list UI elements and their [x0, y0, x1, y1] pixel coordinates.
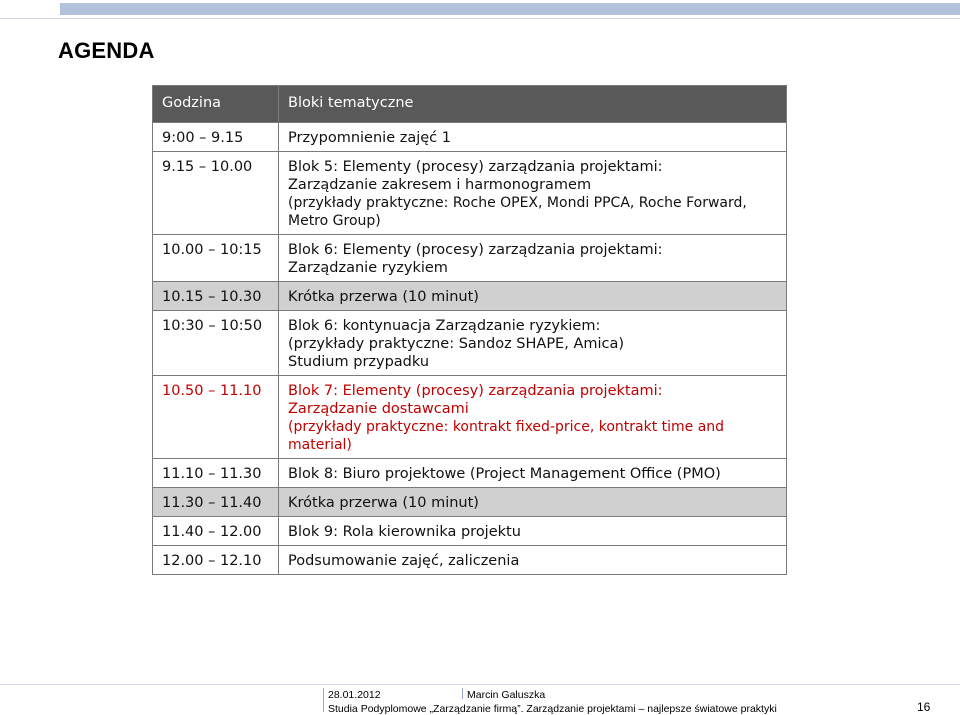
time-cell: 12.00 – 12.10 — [153, 546, 279, 575]
footer-separator — [462, 688, 463, 699]
topic-line: Blok 9: Rola kierownika projektu — [288, 524, 521, 540]
topic-line: Krótka przerwa (10 minut) — [288, 495, 479, 511]
footer-course: Studia Podyplomowe „Zarządzanie firmą”. Zarządzanie projektami – najlepsze światowe praktyki — [328, 703, 777, 715]
table-row — [153, 235, 787, 282]
table-row — [153, 546, 787, 575]
topic-cell — [279, 376, 787, 459]
page-number: 16 — [917, 700, 931, 714]
topic-line: (przykłady praktyczne: Roche OPEX, Mondi PPCA, Roche Forward, — [288, 195, 747, 211]
footer-date: 28.01.2012 — [328, 689, 381, 701]
topic-cell — [279, 235, 787, 282]
topic-cell — [279, 488, 787, 517]
table-row — [153, 517, 787, 546]
top-divider — [0, 18, 960, 19]
time-cell: 11.10 – 11.30 — [153, 459, 279, 488]
table-row — [153, 123, 787, 152]
topic-line: Metro Group) — [288, 213, 381, 229]
header-blocks: Bloki tematyczne — [279, 86, 787, 123]
topic-cell — [279, 123, 787, 152]
top-accent-bar — [60, 3, 960, 15]
topic-line: Zarządzanie ryzykiem — [288, 260, 448, 276]
footer-author: Marcin Galuszka — [467, 689, 546, 701]
topic-cell — [279, 311, 787, 376]
topic-line: Zarządzanie dostawcami — [288, 401, 469, 417]
topic-line: (przykłady praktyczne: kontrakt fixed-price, kontrakt time and material) — [288, 419, 725, 453]
topic-line: Krótka przerwa (10 minut) — [288, 289, 479, 305]
topic-cell — [279, 517, 787, 546]
table-row — [153, 152, 787, 235]
time-cell: 11.40 – 12.00 — [153, 517, 279, 546]
table-row — [153, 376, 787, 459]
topic-line: Zarządzanie zakresem i harmonogramem — [288, 177, 592, 193]
topic-line: Blok 6: kontynuacja Zarządzanie ryzykiem: — [288, 318, 601, 334]
header-time: Godzina — [153, 86, 279, 123]
table-row-break — [153, 488, 787, 517]
topic-cell — [279, 546, 787, 575]
time-cell: 10.00 – 10:15 — [153, 235, 279, 282]
time-cell: 10:30 – 10:50 — [153, 311, 279, 376]
time-cell: 10.15 – 10.30 — [153, 282, 279, 311]
topic-line: (przykłady praktyczne: Sandoz SHAPE, Amica) — [288, 336, 625, 352]
topic-cell — [279, 152, 787, 235]
topic-line: Podsumowanie zajęć, zaliczenia — [288, 553, 520, 569]
topic-line: Blok 8: Biuro projektowe (Project Management Office (PMO) — [288, 466, 721, 482]
time-cell: 10.50 – 11.10 — [153, 376, 279, 459]
footer-separator — [323, 688, 324, 712]
table-row-break — [153, 282, 787, 311]
table-header-row — [153, 86, 787, 123]
time-cell: 9:00 – 9.15 — [153, 123, 279, 152]
topic-line: Blok 6: Elementy (procesy) zarządzania projektami: — [288, 242, 663, 258]
agenda-table — [152, 85, 787, 575]
topic-line: Blok 5: Elementy (procesy) zarządzania projektami: — [288, 159, 663, 175]
slide-title: AGENDA — [58, 38, 155, 63]
topic-cell — [279, 282, 787, 311]
time-cell: 9.15 – 10.00 — [153, 152, 279, 235]
topic-line: Przypomnienie zajęć 1 — [288, 130, 451, 146]
time-cell: 11.30 – 11.40 — [153, 488, 279, 517]
footer-divider — [0, 684, 960, 685]
topic-line: Studium przypadku — [288, 354, 430, 370]
table-row — [153, 311, 787, 376]
topic-cell — [279, 459, 787, 488]
table-row — [153, 459, 787, 488]
topic-line: Blok 7: Elementy (procesy) zarządzania projektami: — [288, 383, 663, 399]
